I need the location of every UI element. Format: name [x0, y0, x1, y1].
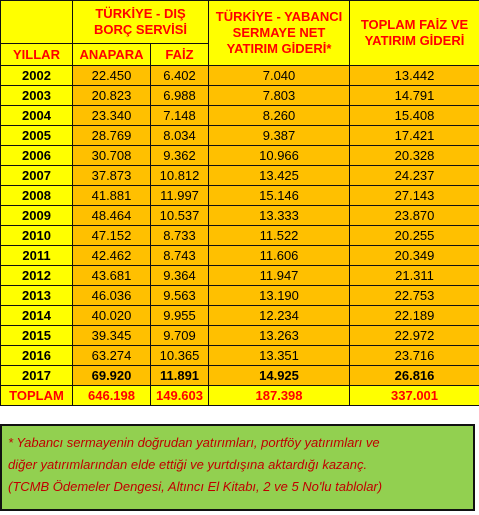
cell-toplam: 17.421	[350, 126, 479, 146]
cell-faiz: 10.812	[151, 166, 209, 186]
cell-anapara: 63.274	[73, 346, 151, 366]
cell-yatirim: 11.522	[209, 226, 350, 246]
borc-header-line-1: TÜRKİYE - DIŞ	[95, 6, 186, 21]
cell-yil: 2013	[1, 286, 73, 306]
toplam-faiz-header	[350, 1, 479, 66]
cell-toplam: 23.870	[350, 206, 479, 226]
column-header-yillar: YILLAR	[1, 44, 73, 66]
footnote-line-2: diğer yatırımlarından elde ettiği ve yurtdışına aktardığı kazanç.	[8, 457, 368, 472]
cell-anapara: 42.462	[73, 246, 151, 266]
year-header-blank	[1, 1, 73, 44]
yabanci-header-line-2: SERMAYE NET	[232, 25, 326, 40]
table-row	[1, 66, 479, 86]
cell-yatirim: 13.333	[209, 206, 350, 226]
cell-toplam: 15.408	[350, 106, 479, 126]
footnote-line-3: (TCMB Ödemeler Dengesi, Altıncı El Kitabı, 2 ve 5 No'lu tablolar)	[8, 479, 383, 494]
cell-yil: 2011	[1, 246, 73, 266]
cell-yatirim: 7.040	[209, 66, 350, 86]
cell-anapara: 69.920	[73, 366, 151, 386]
cell-toplam: 337.001	[350, 386, 479, 406]
cell-yatirim: 14.925	[209, 366, 350, 386]
table-row	[1, 86, 479, 106]
cell-yatirim: 187.398	[209, 386, 350, 406]
cell-yatirim: 13.351	[209, 346, 350, 366]
cell-yil: 2015	[1, 326, 73, 346]
cell-faiz: 11.997	[151, 186, 209, 206]
cell-yil: TOPLAM	[1, 386, 73, 406]
cell-anapara: 40.020	[73, 306, 151, 326]
cell-anapara: 37.873	[73, 166, 151, 186]
table-row	[1, 186, 479, 206]
cell-anapara: 41.881	[73, 186, 151, 206]
footnote-box	[0, 424, 475, 511]
cell-faiz: 9.563	[151, 286, 209, 306]
cell-yatirim: 7.803	[209, 86, 350, 106]
table-row	[1, 286, 479, 306]
cell-yil: 2017	[1, 366, 73, 386]
cell-toplam: 22.753	[350, 286, 479, 306]
cell-toplam: 23.716	[350, 346, 479, 366]
cell-anapara: 46.036	[73, 286, 151, 306]
table-row	[1, 246, 479, 266]
cell-yatirim: 11.606	[209, 246, 350, 266]
table-row	[1, 206, 479, 226]
cell-faiz: 10.537	[151, 206, 209, 226]
cell-yatirim: 12.234	[209, 306, 350, 326]
cell-faiz: 149.603	[151, 386, 209, 406]
cell-toplam: 27.143	[350, 186, 479, 206]
cell-faiz: 11.891	[151, 366, 209, 386]
table-row	[1, 126, 479, 146]
cell-toplam: 20.255	[350, 226, 479, 246]
cell-yatirim: 11.947	[209, 266, 350, 286]
cell-anapara: 39.345	[73, 326, 151, 346]
cell-faiz: 8.034	[151, 126, 209, 146]
cell-toplam: 20.349	[350, 246, 479, 266]
cell-faiz: 9.362	[151, 146, 209, 166]
cell-yil: 2014	[1, 306, 73, 326]
table-row	[1, 346, 479, 366]
cell-toplam: 13.442	[350, 66, 479, 86]
cell-yil: 2012	[1, 266, 73, 286]
cell-faiz: 10.365	[151, 346, 209, 366]
toplam-header-line-2: YATIRIM GİDERİ	[364, 33, 465, 48]
cell-faiz: 8.733	[151, 226, 209, 246]
cell-toplam: 21.311	[350, 266, 479, 286]
cell-anapara: 48.464	[73, 206, 151, 226]
cell-toplam: 14.791	[350, 86, 479, 106]
table-row	[1, 166, 479, 186]
cell-yil: 2005	[1, 126, 73, 146]
cell-anapara: 28.769	[73, 126, 151, 146]
borc-servisi-group-header	[73, 1, 209, 44]
cell-yatirim: 13.190	[209, 286, 350, 306]
cell-yil: 2007	[1, 166, 73, 186]
cell-toplam: 24.237	[350, 166, 479, 186]
cell-faiz: 9.955	[151, 306, 209, 326]
toplam-header-line-1: TOPLAM FAİZ VE	[360, 17, 469, 32]
table-row-2017	[1, 366, 479, 386]
footnote-line-1: * Yabancı sermayenin doğrudan yatırımları, portföy yatırımları ve	[8, 435, 380, 450]
cell-yil: 2006	[1, 146, 73, 166]
cell-yatirim: 13.425	[209, 166, 350, 186]
cell-yil: 2016	[1, 346, 73, 366]
cell-toplam: 22.972	[350, 326, 479, 346]
cell-faiz: 9.364	[151, 266, 209, 286]
cell-yatirim: 8.260	[209, 106, 350, 126]
cell-toplam: 22.189	[350, 306, 479, 326]
cell-yatirim: 9.387	[209, 126, 350, 146]
table-row-total	[1, 386, 479, 406]
cell-faiz: 7.148	[151, 106, 209, 126]
cell-yatirim: 13.263	[209, 326, 350, 346]
cell-yil: 2009	[1, 206, 73, 226]
table-row	[1, 106, 479, 126]
table-row	[1, 146, 479, 166]
cell-yil: 2008	[1, 186, 73, 206]
cell-anapara: 43.681	[73, 266, 151, 286]
table-row	[1, 306, 479, 326]
column-header-anapara: ANAPARA	[73, 44, 151, 66]
borc-header-line-2: BORÇ SERVİSİ	[94, 22, 187, 37]
cell-anapara: 646.198	[73, 386, 151, 406]
cell-yil: 2010	[1, 226, 73, 246]
column-header-faiz: FAİZ	[151, 44, 209, 66]
table-row	[1, 226, 479, 246]
yabanci-header-line-3: YATIRIM GİDERİ*	[226, 41, 332, 56]
yabanci-header-line-1: TÜRKİYE - YABANCI	[215, 9, 343, 24]
cell-faiz: 6.988	[151, 86, 209, 106]
cell-toplam: 20.328	[350, 146, 479, 166]
cell-anapara: 30.708	[73, 146, 151, 166]
cell-toplam: 26.816	[350, 366, 479, 386]
cell-yatirim: 15.146	[209, 186, 350, 206]
cell-anapara: 47.152	[73, 226, 151, 246]
cell-yil: 2003	[1, 86, 73, 106]
cell-yatirim: 10.966	[209, 146, 350, 166]
cell-anapara: 23.340	[73, 106, 151, 126]
cell-anapara: 22.450	[73, 66, 151, 86]
cell-anapara: 20.823	[73, 86, 151, 106]
yabanci-sermaye-header	[209, 1, 350, 66]
table-row	[1, 266, 479, 286]
cell-yil: 2002	[1, 66, 73, 86]
cell-faiz: 6.402	[151, 66, 209, 86]
table-row	[1, 326, 479, 346]
cell-yil: 2004	[1, 106, 73, 126]
cell-faiz: 9.709	[151, 326, 209, 346]
cell-faiz: 8.743	[151, 246, 209, 266]
